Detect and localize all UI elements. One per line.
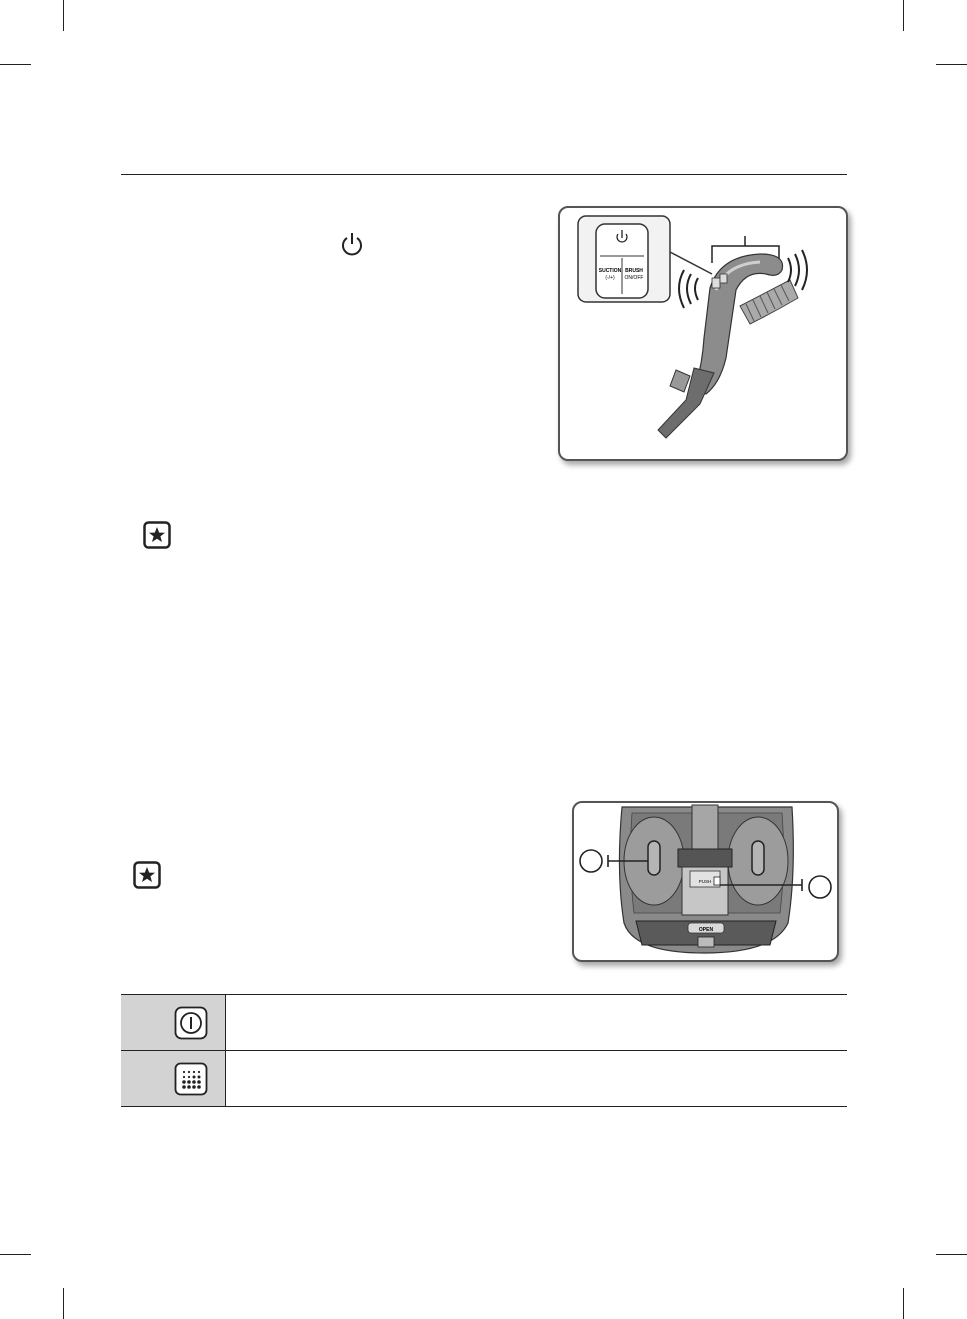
crop-mark	[0, 1254, 31, 1255]
callout-circle-left	[580, 850, 602, 872]
handle-illustration	[560, 208, 846, 459]
brush-button-label: BRUSH	[625, 268, 643, 274]
table-desc-cell	[226, 1051, 848, 1107]
callout-circle-right	[809, 876, 831, 898]
crop-mark	[63, 0, 64, 31]
star-note-icon	[143, 521, 171, 549]
crop-mark	[0, 64, 31, 65]
canister-indicator-figure	[572, 801, 839, 962]
ir-sensor-icon	[174, 1006, 208, 1040]
dust-filter-icon	[174, 1062, 208, 1096]
open-latch-label: OPEN	[698, 927, 714, 933]
remote-panel-inset	[578, 216, 670, 302]
table-icon-cell	[121, 1051, 226, 1107]
power-icon	[340, 231, 364, 257]
ir-signal-left	[679, 270, 698, 308]
table-icon-cell	[121, 995, 226, 1051]
crop-mark	[936, 1254, 967, 1255]
suction-button-sublabel: (-/+)	[605, 275, 615, 281]
brush-button-sublabel: ON/OFF	[624, 275, 644, 281]
star-note-icon	[133, 861, 161, 889]
table-row	[121, 1051, 847, 1107]
canister-illustration	[574, 803, 837, 960]
hose	[740, 280, 798, 324]
push-label: PUSH	[698, 879, 712, 884]
handle-control-figure	[558, 206, 848, 461]
crop-mark	[903, 1288, 904, 1319]
suction-button-label: SUCTION	[598, 268, 622, 274]
header-rule	[121, 174, 847, 175]
table-desc-cell	[226, 995, 848, 1051]
crop-mark	[936, 64, 967, 65]
table-row	[121, 995, 847, 1051]
crop-mark	[63, 1288, 64, 1319]
crop-mark	[903, 0, 904, 31]
indicator-table	[121, 994, 847, 1107]
